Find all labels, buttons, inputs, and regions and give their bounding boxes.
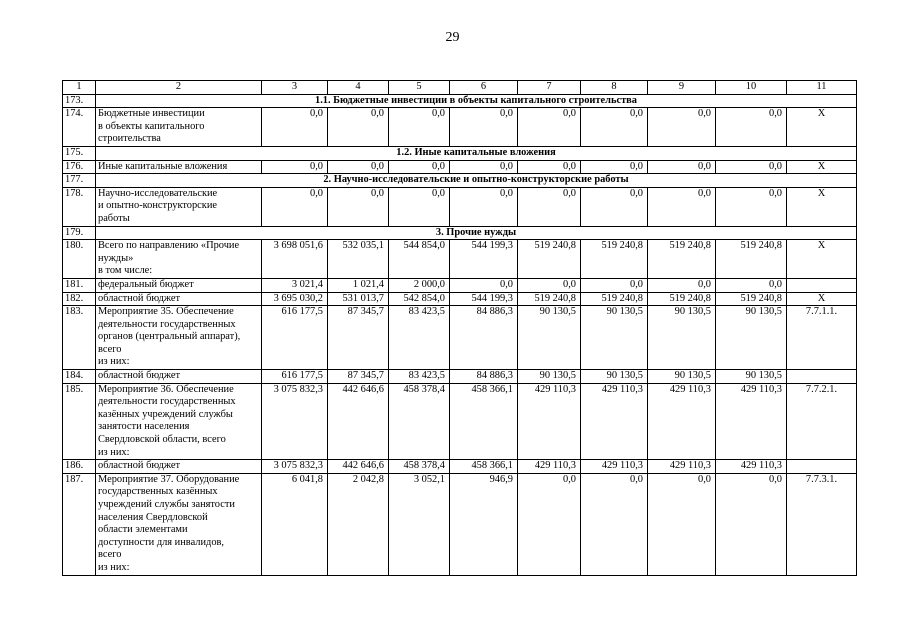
value-cell: 90 130,5 bbox=[518, 370, 581, 384]
table-row bbox=[63, 160, 857, 174]
table-row bbox=[63, 187, 857, 226]
value-cell: 0,0 bbox=[648, 278, 716, 292]
row-number: 186. bbox=[63, 460, 96, 474]
value-cell: 0,0 bbox=[518, 278, 581, 292]
value-cell: 0,0 bbox=[581, 160, 648, 174]
value-cell: 0,0 bbox=[716, 473, 787, 575]
value-cell: 519 240,8 bbox=[648, 240, 716, 279]
value-cell: 616 177,5 bbox=[262, 370, 328, 384]
table-row bbox=[63, 108, 857, 147]
value-cell: 90 130,5 bbox=[581, 306, 648, 370]
value-cell: 90 130,5 bbox=[716, 370, 787, 384]
column-header: 8 bbox=[581, 81, 648, 95]
value-cell: 0,0 bbox=[518, 160, 581, 174]
value-cell: 0,0 bbox=[581, 278, 648, 292]
value-cell: 90 130,5 bbox=[716, 306, 787, 370]
table-row bbox=[63, 460, 857, 474]
row-number: 173. bbox=[63, 94, 96, 108]
column-header: 7 bbox=[518, 81, 581, 95]
value-cell: 519 240,8 bbox=[648, 292, 716, 306]
section-title: 1.1. Бюджетные инвестиции в объекты капитального строительства bbox=[96, 94, 857, 108]
value-cell: 0,0 bbox=[262, 108, 328, 147]
column-header: 6 bbox=[450, 81, 518, 95]
row-number: 187. bbox=[63, 473, 96, 575]
column-header: 3 bbox=[262, 81, 328, 95]
row-number: 174. bbox=[63, 108, 96, 147]
value-cell: 0,0 bbox=[716, 160, 787, 174]
value-cell: 616 177,5 bbox=[262, 306, 328, 370]
page-number: 29 bbox=[445, 30, 460, 45]
value-cell: 429 110,3 bbox=[716, 460, 787, 474]
value-cell: 3 021,4 bbox=[262, 278, 328, 292]
value-cell: 519 240,8 bbox=[518, 240, 581, 279]
value-cell: 0,0 bbox=[518, 108, 581, 147]
row-name: Иные капитальные вложения bbox=[96, 160, 262, 174]
value-cell: 0,0 bbox=[648, 187, 716, 226]
value-cell: 519 240,8 bbox=[581, 240, 648, 279]
value-cell: 544 199,3 bbox=[450, 240, 518, 279]
value-cell: 2 000,0 bbox=[389, 278, 450, 292]
row-name: Бюджетные инвестиции в объекты капитального строительства bbox=[96, 108, 262, 147]
value-cell: 83 423,5 bbox=[389, 370, 450, 384]
row-number: 185. bbox=[63, 383, 96, 460]
section-title: 1.2. Иные капитальные вложения bbox=[96, 146, 857, 160]
row-name: Мероприятие 37. Оборудование государственных казённых учреждений службы занятости населения Свердловской области элементами доступности для инвалидов, всего из них: bbox=[96, 473, 262, 575]
row-name: Всего по направлению «Прочие нужды» в том числе: bbox=[96, 240, 262, 279]
section-title: 3. Прочие нужды bbox=[96, 226, 857, 240]
target-code-cell: 7.7.1.1. bbox=[787, 306, 857, 370]
row-number: 184. bbox=[63, 370, 96, 384]
target-code-cell bbox=[787, 460, 857, 474]
value-cell: 0,0 bbox=[648, 108, 716, 147]
value-cell: 0,0 bbox=[328, 108, 389, 147]
target-code-cell: Х bbox=[787, 240, 857, 279]
value-cell: 0,0 bbox=[389, 187, 450, 226]
target-code-cell: 7.7.2.1. bbox=[787, 383, 857, 460]
value-cell: 3 052,1 bbox=[389, 473, 450, 575]
section-title: 2. Научно-исследовательские и опытно-конструкторские работы bbox=[96, 174, 857, 188]
target-code-cell: Х bbox=[787, 292, 857, 306]
table-row bbox=[63, 383, 857, 460]
table-row bbox=[63, 473, 857, 575]
value-cell: 0,0 bbox=[389, 160, 450, 174]
value-cell: 3 075 832,3 bbox=[262, 383, 328, 460]
table-header-row bbox=[63, 81, 857, 95]
table-row bbox=[63, 370, 857, 384]
value-cell: 519 240,8 bbox=[581, 292, 648, 306]
value-cell: 6 041,8 bbox=[262, 473, 328, 575]
value-cell: 90 130,5 bbox=[518, 306, 581, 370]
row-name: Мероприятие 36. Обеспечение деятельности государственных казённых учреждений службы занятости населения Свердловской области, всего из них: bbox=[96, 383, 262, 460]
value-cell: 87 345,7 bbox=[328, 306, 389, 370]
value-cell: 458 366,1 bbox=[450, 460, 518, 474]
target-code-cell bbox=[787, 370, 857, 384]
row-number: 183. bbox=[63, 306, 96, 370]
value-cell: 90 130,5 bbox=[648, 306, 716, 370]
row-name: областной бюджет bbox=[96, 460, 262, 474]
section-header-row bbox=[63, 94, 857, 108]
value-cell: 0,0 bbox=[450, 108, 518, 147]
row-name: Мероприятие 35. Обеспечение деятельности государственных органов (центральный аппарат), всего из них: bbox=[96, 306, 262, 370]
value-cell: 429 110,3 bbox=[518, 383, 581, 460]
target-code-cell: Х bbox=[787, 160, 857, 174]
column-header: 4 bbox=[328, 81, 389, 95]
value-cell: 0,0 bbox=[648, 160, 716, 174]
program-funding-table bbox=[62, 80, 857, 576]
target-code-cell: Х bbox=[787, 187, 857, 226]
value-cell: 0,0 bbox=[450, 187, 518, 226]
value-cell: 0,0 bbox=[648, 473, 716, 575]
section-header-row bbox=[63, 226, 857, 240]
value-cell: 519 240,8 bbox=[716, 292, 787, 306]
value-cell: 429 110,3 bbox=[648, 383, 716, 460]
value-cell: 0,0 bbox=[262, 160, 328, 174]
column-header: 2 bbox=[96, 81, 262, 95]
value-cell: 0,0 bbox=[581, 187, 648, 226]
value-cell: 519 240,8 bbox=[716, 240, 787, 279]
column-header: 1 bbox=[63, 81, 96, 95]
row-number: 176. bbox=[63, 160, 96, 174]
value-cell: 458 378,4 bbox=[389, 460, 450, 474]
row-name: областной бюджет bbox=[96, 292, 262, 306]
value-cell: 544 854,0 bbox=[389, 240, 450, 279]
value-cell: 429 110,3 bbox=[581, 383, 648, 460]
value-cell: 442 646,6 bbox=[328, 460, 389, 474]
value-cell: 429 110,3 bbox=[581, 460, 648, 474]
value-cell: 0,0 bbox=[389, 108, 450, 147]
value-cell: 442 646,6 bbox=[328, 383, 389, 460]
value-cell: 544 199,3 bbox=[450, 292, 518, 306]
value-cell: 83 423,5 bbox=[389, 306, 450, 370]
value-cell: 0,0 bbox=[450, 278, 518, 292]
column-header: 9 bbox=[648, 81, 716, 95]
section-header-row bbox=[63, 146, 857, 160]
table-row bbox=[63, 306, 857, 370]
value-cell: 0,0 bbox=[518, 473, 581, 575]
value-cell: 2 042,8 bbox=[328, 473, 389, 575]
section-header-row bbox=[63, 174, 857, 188]
value-cell: 1 021,4 bbox=[328, 278, 389, 292]
value-cell: 0,0 bbox=[262, 187, 328, 226]
value-cell: 0,0 bbox=[716, 187, 787, 226]
value-cell: 0,0 bbox=[328, 160, 389, 174]
value-cell: 429 110,3 bbox=[716, 383, 787, 460]
row-name: областной бюджет bbox=[96, 370, 262, 384]
target-code-cell bbox=[787, 278, 857, 292]
value-cell: 0,0 bbox=[328, 187, 389, 226]
value-cell: 531 013,7 bbox=[328, 292, 389, 306]
value-cell: 429 110,3 bbox=[518, 460, 581, 474]
row-name: федеральный бюджет bbox=[96, 278, 262, 292]
column-header: 10 bbox=[716, 81, 787, 95]
row-number: 179. bbox=[63, 226, 96, 240]
value-cell: 0,0 bbox=[581, 108, 648, 147]
target-code-cell: Х bbox=[787, 108, 857, 147]
value-cell: 458 366,1 bbox=[450, 383, 518, 460]
table-row bbox=[63, 240, 857, 279]
row-number: 182. bbox=[63, 292, 96, 306]
value-cell: 0,0 bbox=[450, 160, 518, 174]
value-cell: 87 345,7 bbox=[328, 370, 389, 384]
row-number: 178. bbox=[63, 187, 96, 226]
row-name: Научно-исследовательские и опытно-конструкторские работы bbox=[96, 187, 262, 226]
table-row bbox=[63, 278, 857, 292]
value-cell: 84 886,3 bbox=[450, 370, 518, 384]
value-cell: 0,0 bbox=[518, 187, 581, 226]
value-cell: 946,9 bbox=[450, 473, 518, 575]
table-row bbox=[63, 292, 857, 306]
row-number: 177. bbox=[63, 174, 96, 188]
value-cell: 90 130,5 bbox=[581, 370, 648, 384]
value-cell: 0,0 bbox=[716, 108, 787, 147]
row-number: 181. bbox=[63, 278, 96, 292]
value-cell: 3 698 051,6 bbox=[262, 240, 328, 279]
value-cell: 429 110,3 bbox=[648, 460, 716, 474]
value-cell: 532 035,1 bbox=[328, 240, 389, 279]
value-cell: 458 378,4 bbox=[389, 383, 450, 460]
target-code-cell: 7.7.3.1. bbox=[787, 473, 857, 575]
value-cell: 0,0 bbox=[581, 473, 648, 575]
column-header: 5 bbox=[389, 81, 450, 95]
row-number: 175. bbox=[63, 146, 96, 160]
row-number: 180. bbox=[63, 240, 96, 279]
column-header: 11 bbox=[787, 81, 857, 95]
value-cell: 519 240,8 bbox=[518, 292, 581, 306]
value-cell: 0,0 bbox=[716, 278, 787, 292]
value-cell: 84 886,3 bbox=[450, 306, 518, 370]
value-cell: 542 854,0 bbox=[389, 292, 450, 306]
value-cell: 3 075 832,3 bbox=[262, 460, 328, 474]
value-cell: 3 695 030,2 bbox=[262, 292, 328, 306]
value-cell: 90 130,5 bbox=[648, 370, 716, 384]
